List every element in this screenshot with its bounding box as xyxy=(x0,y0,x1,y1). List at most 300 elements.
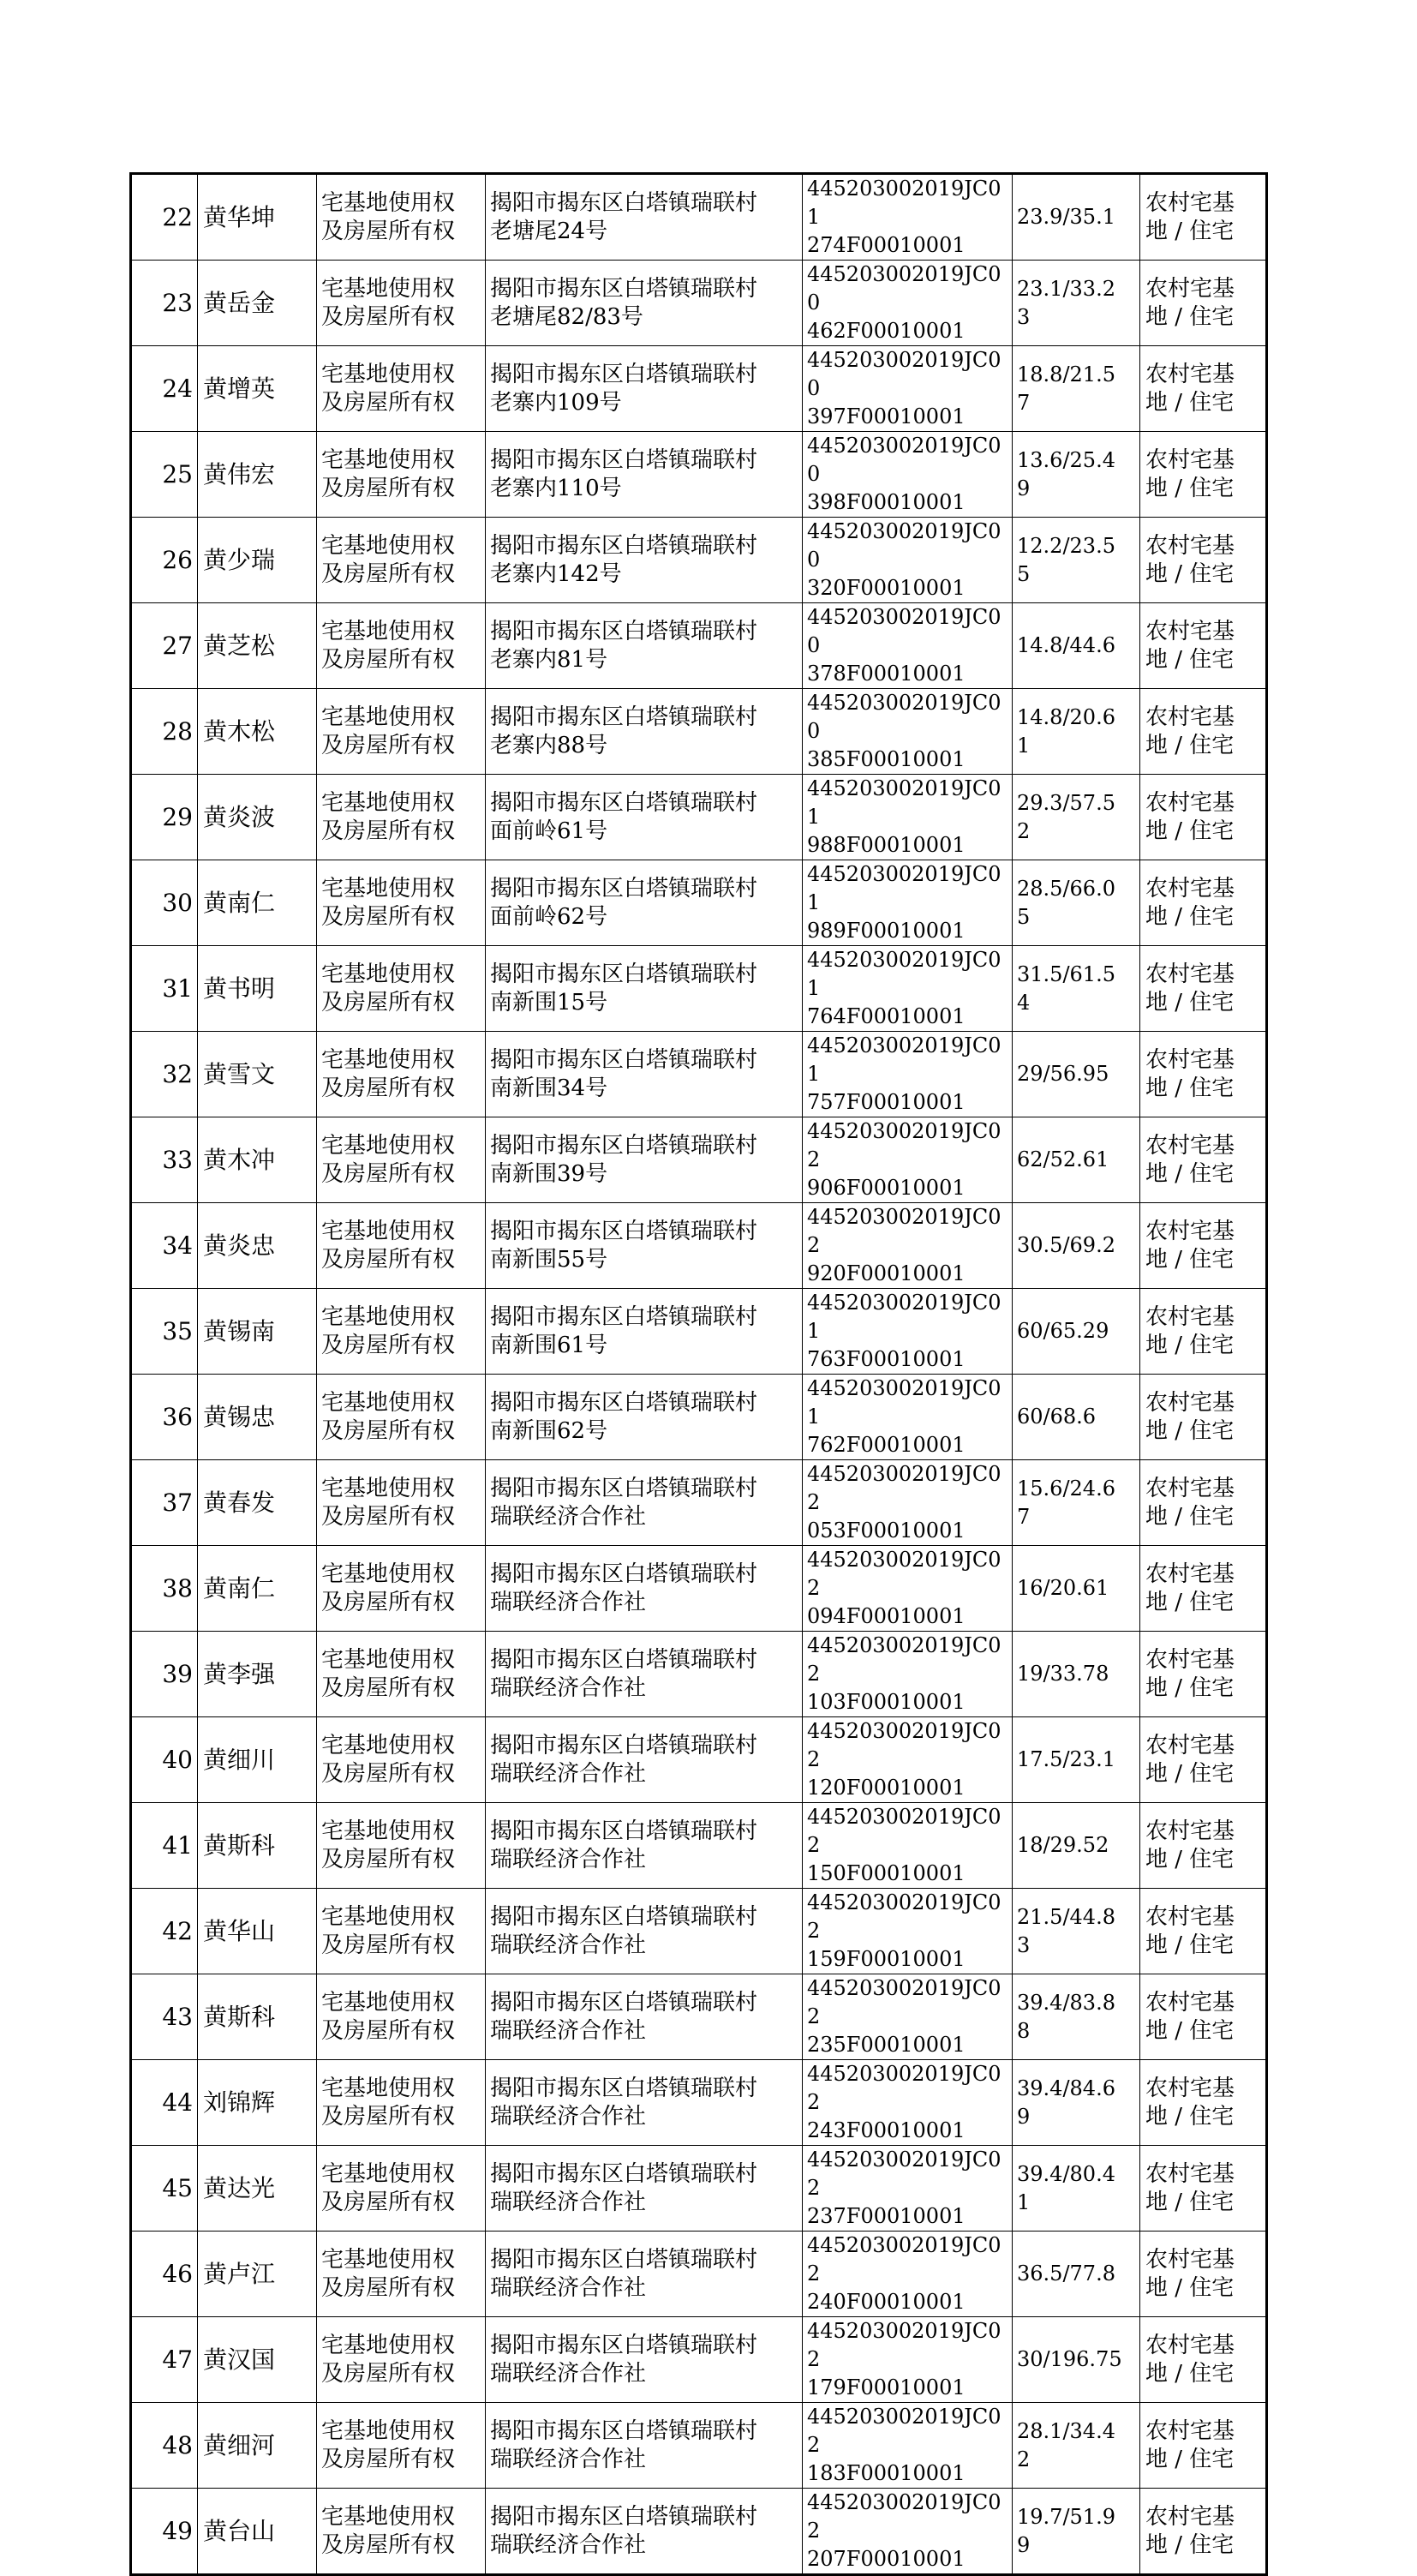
area-line: 31.5/61.5 xyxy=(1017,962,1115,986)
table-row xyxy=(131,775,1267,860)
right-type-line: 宅基地使用权 xyxy=(321,1303,456,1330)
address-line: 揭阳市揭东区白塔镇瑞联村 xyxy=(490,1732,758,1758)
area-line: 14.8/44.6 xyxy=(1017,633,1115,657)
right-type-cell xyxy=(317,518,486,603)
area-line: 8 xyxy=(1017,2018,1031,2043)
row-number-cell: 45 xyxy=(131,2146,198,2232)
owner-name-cell: 黄芝松 xyxy=(198,603,317,689)
row-number-cell: 42 xyxy=(131,1889,198,1974)
land-use-line: 地 / 住宅 xyxy=(1145,1932,1235,1958)
table-row xyxy=(131,1632,1267,1717)
certificate-code-line: 445203002019JC02 xyxy=(807,1633,1001,1686)
address-line: 揭阳市揭东区白塔镇瑞联村 xyxy=(490,1132,758,1159)
land-use-line: 农村宅基 xyxy=(1145,1818,1235,1844)
address-line: 揭阳市揭东区白塔镇瑞联村 xyxy=(490,1389,758,1416)
land-use-cell xyxy=(1140,2317,1267,2403)
area-line: 18/29.52 xyxy=(1017,1833,1109,1857)
land-use-cell xyxy=(1140,261,1267,346)
land-use-line: 农村宅基 xyxy=(1145,875,1235,902)
certificate-code-line: 240F00010001 xyxy=(807,2290,966,2314)
area-line: 23.1/33.2 xyxy=(1017,276,1115,301)
right-type-cell xyxy=(317,1032,486,1117)
table-row xyxy=(131,261,1267,346)
address-line: 面前岭61号 xyxy=(490,818,608,844)
owner-name-cell: 黄书明 xyxy=(198,946,317,1032)
area-line: 28.1/34.4 xyxy=(1017,2418,1115,2443)
address-line: 揭阳市揭东区白塔镇瑞联村 xyxy=(490,361,758,387)
right-type-cell xyxy=(317,775,486,860)
certificate-code-line: 207F00010001 xyxy=(807,2547,966,2571)
land-use-line: 地 / 住宅 xyxy=(1145,2017,1235,2044)
certificate-code-line: 445203002019JC02 xyxy=(807,2233,1001,2285)
address-line: 面前岭62号 xyxy=(490,903,608,930)
certificate-code-line: 398F00010001 xyxy=(807,490,966,514)
area-cell xyxy=(1013,346,1140,432)
owner-name-cell: 黄伟宏 xyxy=(198,432,317,518)
right-type-line: 宅基地使用权 xyxy=(321,1561,456,1587)
right-type-line: 及房屋所有权 xyxy=(321,2531,456,2558)
address-line: 揭阳市揭东区白塔镇瑞联村 xyxy=(490,1646,758,1673)
area-line: 19/33.78 xyxy=(1017,1662,1109,1686)
certificate-code-line: 989F00010001 xyxy=(807,919,966,943)
row-number-cell: 35 xyxy=(131,1289,198,1375)
area-line: 2 xyxy=(1017,2447,1031,2471)
land-use-cell xyxy=(1140,2060,1267,2146)
right-type-line: 及房屋所有权 xyxy=(321,1846,456,1872)
land-use-line: 农村宅基 xyxy=(1145,1561,1235,1587)
address-line: 揭阳市揭东区白塔镇瑞联村 xyxy=(490,875,758,902)
certificate-code-line: 988F00010001 xyxy=(807,833,966,857)
land-use-line: 地 / 住宅 xyxy=(1145,475,1235,501)
address-cell xyxy=(486,1803,803,1889)
area-line: 5 xyxy=(1017,904,1031,929)
address-line: 瑞联经济合作社 xyxy=(490,1932,647,1958)
right-type-line: 宅基地使用权 xyxy=(321,1646,456,1673)
right-type-line: 及房屋所有权 xyxy=(321,732,456,758)
certificate-code-line: 445203002019JC00 xyxy=(807,348,1001,400)
right-type-cell xyxy=(317,1203,486,1289)
address-line: 瑞联经济合作社 xyxy=(490,2446,647,2472)
area-cell xyxy=(1013,1460,1140,1546)
land-use-cell xyxy=(1140,174,1267,261)
right-type-line: 及房屋所有权 xyxy=(321,1075,456,1101)
address-line: 瑞联经济合作社 xyxy=(490,1846,647,1872)
certificate-code-line: 445203002019JC02 xyxy=(807,1805,1001,1857)
right-type-line: 宅基地使用权 xyxy=(321,1218,456,1244)
certificate-code-line: 445203002019JC01 xyxy=(807,1376,1001,1429)
address-line: 揭阳市揭东区白塔镇瑞联村 xyxy=(490,1818,758,1844)
area-cell xyxy=(1013,1546,1140,1632)
area-line: 29.3/57.5 xyxy=(1017,790,1115,815)
right-type-line: 及房屋所有权 xyxy=(321,1332,456,1358)
address-line: 揭阳市揭东区白塔镇瑞联村 xyxy=(490,189,758,216)
table-row xyxy=(131,1717,1267,1803)
area-line: 30/196.75 xyxy=(1017,2347,1122,2371)
certificate-code-cell xyxy=(803,1289,1013,1375)
area-line: 29/56.95 xyxy=(1017,1062,1109,1086)
table-row xyxy=(131,1460,1267,1546)
table-row xyxy=(131,2317,1267,2403)
right-type-line: 及房屋所有权 xyxy=(321,1417,456,1444)
right-type-cell xyxy=(317,1117,486,1203)
land-use-line: 地 / 住宅 xyxy=(1145,903,1235,930)
land-use-line: 地 / 住宅 xyxy=(1145,1846,1235,1872)
right-type-cell xyxy=(317,689,486,775)
owner-name-cell: 黄汉国 xyxy=(198,2317,317,2403)
address-line: 揭阳市揭东区白塔镇瑞联村 xyxy=(490,1218,758,1244)
address-cell xyxy=(486,1889,803,1974)
right-type-line: 及房屋所有权 xyxy=(321,560,456,587)
area-cell xyxy=(1013,775,1140,860)
land-use-line: 农村宅基 xyxy=(1145,1989,1235,2016)
owner-name-cell: 黄华坤 xyxy=(198,174,317,261)
land-use-line: 农村宅基 xyxy=(1145,446,1235,473)
right-type-line: 宅基地使用权 xyxy=(321,1903,456,1930)
area-line: 39.4/80.4 xyxy=(1017,2161,1115,2186)
area-cell xyxy=(1013,2232,1140,2317)
certificate-code-line: 445203002019JC01 xyxy=(807,862,1001,914)
area-line: 5 xyxy=(1017,561,1031,586)
address-line: 揭阳市揭东区白塔镇瑞联村 xyxy=(490,1046,758,1073)
land-use-line: 地 / 住宅 xyxy=(1145,1332,1235,1358)
address-cell xyxy=(486,1632,803,1717)
table-row xyxy=(131,689,1267,775)
table-row xyxy=(131,174,1267,261)
owner-name-cell: 黄李强 xyxy=(198,1632,317,1717)
table-row xyxy=(131,1289,1267,1375)
area-cell xyxy=(1013,1203,1140,1289)
area-cell xyxy=(1013,1803,1140,1889)
address-cell xyxy=(486,2146,803,2232)
row-number-cell: 44 xyxy=(131,2060,198,2146)
area-cell xyxy=(1013,1632,1140,1717)
certificate-code-cell xyxy=(803,174,1013,261)
certificate-code-line: 764F00010001 xyxy=(807,1004,966,1028)
right-type-cell xyxy=(317,2403,486,2489)
right-type-line: 宅基地使用权 xyxy=(321,2075,456,2101)
certificate-code-line: 462F00010001 xyxy=(807,319,966,343)
certificate-code-line: 385F00010001 xyxy=(807,747,966,771)
table-row xyxy=(131,2403,1267,2489)
address-cell xyxy=(486,2403,803,2489)
land-use-cell xyxy=(1140,2489,1267,2575)
area-cell xyxy=(1013,2060,1140,2146)
area-line: 7 xyxy=(1017,1504,1031,1529)
area-line: 3 xyxy=(1017,1932,1031,1957)
area-line: 17.5/23.1 xyxy=(1017,1747,1115,1771)
land-use-line: 农村宅基 xyxy=(1145,275,1235,302)
certificate-code-line: 053F00010001 xyxy=(807,1519,966,1543)
address-line: 瑞联经济合作社 xyxy=(490,1503,647,1530)
row-number-cell: 34 xyxy=(131,1203,198,1289)
row-number-cell: 41 xyxy=(131,1803,198,1889)
address-cell xyxy=(486,261,803,346)
area-line: 62/52.61 xyxy=(1017,1147,1109,1171)
table-row xyxy=(131,432,1267,518)
address-line: 南新围15号 xyxy=(490,989,608,1015)
certificate-code-cell xyxy=(803,1889,1013,1974)
owner-name-cell: 黄木松 xyxy=(198,689,317,775)
row-number-cell: 47 xyxy=(131,2317,198,2403)
land-use-cell xyxy=(1140,860,1267,946)
address-cell xyxy=(486,2232,803,2317)
right-type-line: 宅基地使用权 xyxy=(321,2332,456,2358)
land-use-line: 地 / 住宅 xyxy=(1145,2360,1235,2387)
right-type-line: 及房屋所有权 xyxy=(321,389,456,416)
owner-name-cell: 黄炎波 xyxy=(198,775,317,860)
right-type-line: 及房屋所有权 xyxy=(321,1160,456,1187)
right-type-line: 及房屋所有权 xyxy=(321,2017,456,2044)
right-type-cell xyxy=(317,1803,486,1889)
area-line: 3 xyxy=(1017,304,1031,329)
area-cell xyxy=(1013,432,1140,518)
address-cell xyxy=(486,1546,803,1632)
owner-name-cell: 黄南仁 xyxy=(198,860,317,946)
address-line: 瑞联经济合作社 xyxy=(490,2017,647,2044)
land-use-line: 地 / 住宅 xyxy=(1145,2274,1235,2301)
land-use-line: 农村宅基 xyxy=(1145,361,1235,387)
certificate-code-cell xyxy=(803,1803,1013,1889)
land-use-line: 地 / 住宅 xyxy=(1145,1589,1235,1615)
land-use-cell xyxy=(1140,346,1267,432)
address-line: 揭阳市揭东区白塔镇瑞联村 xyxy=(490,446,758,473)
land-use-line: 地 / 住宅 xyxy=(1145,218,1235,244)
row-number-cell: 31 xyxy=(131,946,198,1032)
right-type-line: 宅基地使用权 xyxy=(321,1989,456,2016)
land-use-line: 地 / 住宅 xyxy=(1145,1246,1235,1273)
row-number-cell: 23 xyxy=(131,261,198,346)
area-line: 21.5/44.8 xyxy=(1017,1904,1115,1929)
row-number-cell: 24 xyxy=(131,346,198,432)
certificate-code-line: 445203002019JC00 xyxy=(807,691,1001,743)
certificate-code-line: 274F00010001 xyxy=(807,233,966,257)
certificate-code-line: 243F00010001 xyxy=(807,2118,966,2142)
right-type-cell xyxy=(317,1546,486,1632)
area-line: 28.5/66.0 xyxy=(1017,876,1115,901)
right-type-line: 及房屋所有权 xyxy=(321,2274,456,2301)
certificate-code-cell xyxy=(803,2317,1013,2403)
land-use-cell xyxy=(1140,432,1267,518)
certificate-code-line: 103F00010001 xyxy=(807,1690,966,1714)
right-type-cell xyxy=(317,2060,486,2146)
property-rights-table xyxy=(129,172,1268,2576)
right-type-line: 及房屋所有权 xyxy=(321,2360,456,2387)
address-cell xyxy=(486,346,803,432)
certificate-code-line: 445203002019JC01 xyxy=(807,948,1001,1000)
area-cell xyxy=(1013,174,1140,261)
land-use-line: 地 / 住宅 xyxy=(1145,1760,1235,1787)
certificate-code-cell xyxy=(803,432,1013,518)
area-cell xyxy=(1013,603,1140,689)
land-use-cell xyxy=(1140,1117,1267,1203)
right-type-cell xyxy=(317,432,486,518)
right-type-line: 宅基地使用权 xyxy=(321,1475,456,1501)
address-line: 揭阳市揭东区白塔镇瑞联村 xyxy=(490,704,758,730)
address-cell xyxy=(486,1289,803,1375)
certificate-code-line: 445203002019JC02 xyxy=(807,2490,1001,2543)
area-cell xyxy=(1013,689,1140,775)
owner-name-cell: 刘锦辉 xyxy=(198,2060,317,2146)
row-number-cell: 36 xyxy=(131,1375,198,1460)
right-type-cell xyxy=(317,174,486,261)
address-line: 揭阳市揭东区白塔镇瑞联村 xyxy=(490,2332,758,2358)
right-type-line: 及房屋所有权 xyxy=(321,903,456,930)
certificate-code-line: 445203002019JC01 xyxy=(807,1291,1001,1343)
owner-name-cell: 黄少瑞 xyxy=(198,518,317,603)
address-cell xyxy=(486,1460,803,1546)
land-use-line: 农村宅基 xyxy=(1145,1046,1235,1073)
land-use-line: 地 / 住宅 xyxy=(1145,303,1235,330)
certificate-code-line: 445203002019JC02 xyxy=(807,1719,1001,1771)
area-line: 19.7/51.9 xyxy=(1017,2504,1115,2529)
row-number-cell: 25 xyxy=(131,432,198,518)
certificate-code-cell xyxy=(803,775,1013,860)
certificate-code-cell xyxy=(803,946,1013,1032)
address-line: 南新围34号 xyxy=(490,1075,608,1101)
area-cell xyxy=(1013,1117,1140,1203)
address-line: 揭阳市揭东区白塔镇瑞联村 xyxy=(490,2417,758,2444)
certificate-code-line: 183F00010001 xyxy=(807,2461,966,2485)
address-line: 揭阳市揭东区白塔镇瑞联村 xyxy=(490,961,758,987)
right-type-cell xyxy=(317,346,486,432)
certificate-code-line: 445203002019JC02 xyxy=(807,2148,1001,2200)
land-use-line: 农村宅基 xyxy=(1145,1132,1235,1159)
row-number-cell: 39 xyxy=(131,1632,198,1717)
right-type-cell xyxy=(317,261,486,346)
right-type-cell xyxy=(317,1974,486,2060)
land-use-line: 农村宅基 xyxy=(1145,1218,1235,1244)
right-type-line: 及房屋所有权 xyxy=(321,989,456,1015)
land-use-line: 地 / 住宅 xyxy=(1145,389,1235,416)
area-cell xyxy=(1013,1717,1140,1803)
certificate-code-cell xyxy=(803,2146,1013,2232)
area-cell xyxy=(1013,261,1140,346)
land-use-line: 农村宅基 xyxy=(1145,1732,1235,1758)
certificate-code-line: 445203002019JC02 xyxy=(807,1890,1001,1943)
land-use-cell xyxy=(1140,603,1267,689)
certificate-code-line: 179F00010001 xyxy=(807,2375,966,2399)
right-type-line: 宅基地使用权 xyxy=(321,2417,456,2444)
address-line: 老寨内81号 xyxy=(490,646,608,673)
land-use-cell xyxy=(1140,1289,1267,1375)
table-row xyxy=(131,946,1267,1032)
right-type-line: 宅基地使用权 xyxy=(321,1818,456,1844)
land-use-line: 地 / 住宅 xyxy=(1145,2103,1235,2130)
land-use-line: 农村宅基 xyxy=(1145,789,1235,816)
address-line: 瑞联经济合作社 xyxy=(490,2103,647,2130)
land-use-line: 农村宅基 xyxy=(1145,2503,1235,2530)
certificate-code-line: 159F00010001 xyxy=(807,1947,966,1971)
certificate-code-cell xyxy=(803,689,1013,775)
area-line: 18.8/21.5 xyxy=(1017,362,1115,386)
address-line: 南新围39号 xyxy=(490,1160,608,1187)
land-use-line: 地 / 住宅 xyxy=(1145,2189,1235,2215)
right-type-line: 宅基地使用权 xyxy=(321,875,456,902)
table-row xyxy=(131,1546,1267,1632)
certificate-code-line: 757F00010001 xyxy=(807,1090,966,1114)
row-number-cell: 40 xyxy=(131,1717,198,1803)
certificate-code-line: 445203002019JC02 xyxy=(807,1548,1001,1600)
right-type-cell xyxy=(317,1717,486,1803)
right-type-line: 宅基地使用权 xyxy=(321,446,456,473)
land-use-cell xyxy=(1140,689,1267,775)
right-type-cell xyxy=(317,2489,486,2575)
right-type-line: 宅基地使用权 xyxy=(321,618,456,644)
certificate-code-line: 762F00010001 xyxy=(807,1433,966,1457)
address-line: 老寨内142号 xyxy=(490,560,622,587)
area-cell xyxy=(1013,860,1140,946)
right-type-line: 及房屋所有权 xyxy=(321,303,456,330)
address-line: 老寨内109号 xyxy=(490,389,622,416)
right-type-line: 及房屋所有权 xyxy=(321,1932,456,1958)
right-type-cell xyxy=(317,2232,486,2317)
area-cell xyxy=(1013,1375,1140,1460)
address-cell xyxy=(486,174,803,261)
row-number-cell: 30 xyxy=(131,860,198,946)
owner-name-cell: 黄春发 xyxy=(198,1460,317,1546)
address-cell xyxy=(486,518,803,603)
certificate-code-line: 445203002019JC00 xyxy=(807,434,1001,486)
row-number-cell: 46 xyxy=(131,2232,198,2317)
right-type-line: 宅基地使用权 xyxy=(321,1046,456,1073)
area-line: 4 xyxy=(1017,990,1031,1015)
address-line: 老寨内88号 xyxy=(490,732,608,758)
right-type-line: 及房屋所有权 xyxy=(321,218,456,244)
land-use-line: 地 / 住宅 xyxy=(1145,646,1235,673)
land-use-line: 农村宅基 xyxy=(1145,2417,1235,2444)
right-type-line: 宅基地使用权 xyxy=(321,2503,456,2530)
land-use-line: 农村宅基 xyxy=(1145,1475,1235,1501)
address-line: 揭阳市揭东区白塔镇瑞联村 xyxy=(490,2246,758,2273)
land-use-cell xyxy=(1140,518,1267,603)
area-cell xyxy=(1013,2317,1140,2403)
area-line: 16/20.61 xyxy=(1017,1576,1109,1600)
land-use-cell xyxy=(1140,1460,1267,1546)
right-type-line: 宅基地使用权 xyxy=(321,275,456,302)
area-line: 1 xyxy=(1017,733,1031,758)
owner-name-cell: 黄雪文 xyxy=(198,1032,317,1117)
address-cell xyxy=(486,2489,803,2575)
row-number-cell: 49 xyxy=(131,2489,198,2575)
row-number-cell: 43 xyxy=(131,1974,198,2060)
right-type-cell xyxy=(317,1375,486,1460)
table-row xyxy=(131,2146,1267,2232)
address-cell xyxy=(486,2060,803,2146)
right-type-line: 及房屋所有权 xyxy=(321,1246,456,1273)
owner-name-cell: 黄斯科 xyxy=(198,1974,317,2060)
certificate-code-line: 445203002019JC01 xyxy=(807,776,1001,829)
land-use-line: 农村宅基 xyxy=(1145,618,1235,644)
land-use-line: 地 / 住宅 xyxy=(1145,989,1235,1015)
land-use-cell xyxy=(1140,2146,1267,2232)
land-use-cell xyxy=(1140,2232,1267,2317)
owner-name-cell: 黄炎忠 xyxy=(198,1203,317,1289)
right-type-line: 及房屋所有权 xyxy=(321,1674,456,1701)
certificate-code-line: 378F00010001 xyxy=(807,662,966,686)
land-use-line: 地 / 住宅 xyxy=(1145,2446,1235,2472)
address-line: 揭阳市揭东区白塔镇瑞联村 xyxy=(490,1303,758,1330)
area-cell xyxy=(1013,2403,1140,2489)
right-type-line: 及房屋所有权 xyxy=(321,1503,456,1530)
area-cell xyxy=(1013,1032,1140,1117)
certificate-code-line: 445203002019JC02 xyxy=(807,1205,1001,1257)
right-type-cell xyxy=(317,946,486,1032)
certificate-code-line: 445203002019JC00 xyxy=(807,605,1001,657)
land-use-cell xyxy=(1140,1974,1267,2060)
land-use-cell xyxy=(1140,1717,1267,1803)
certificate-code-cell xyxy=(803,1632,1013,1717)
certificate-code-cell xyxy=(803,603,1013,689)
